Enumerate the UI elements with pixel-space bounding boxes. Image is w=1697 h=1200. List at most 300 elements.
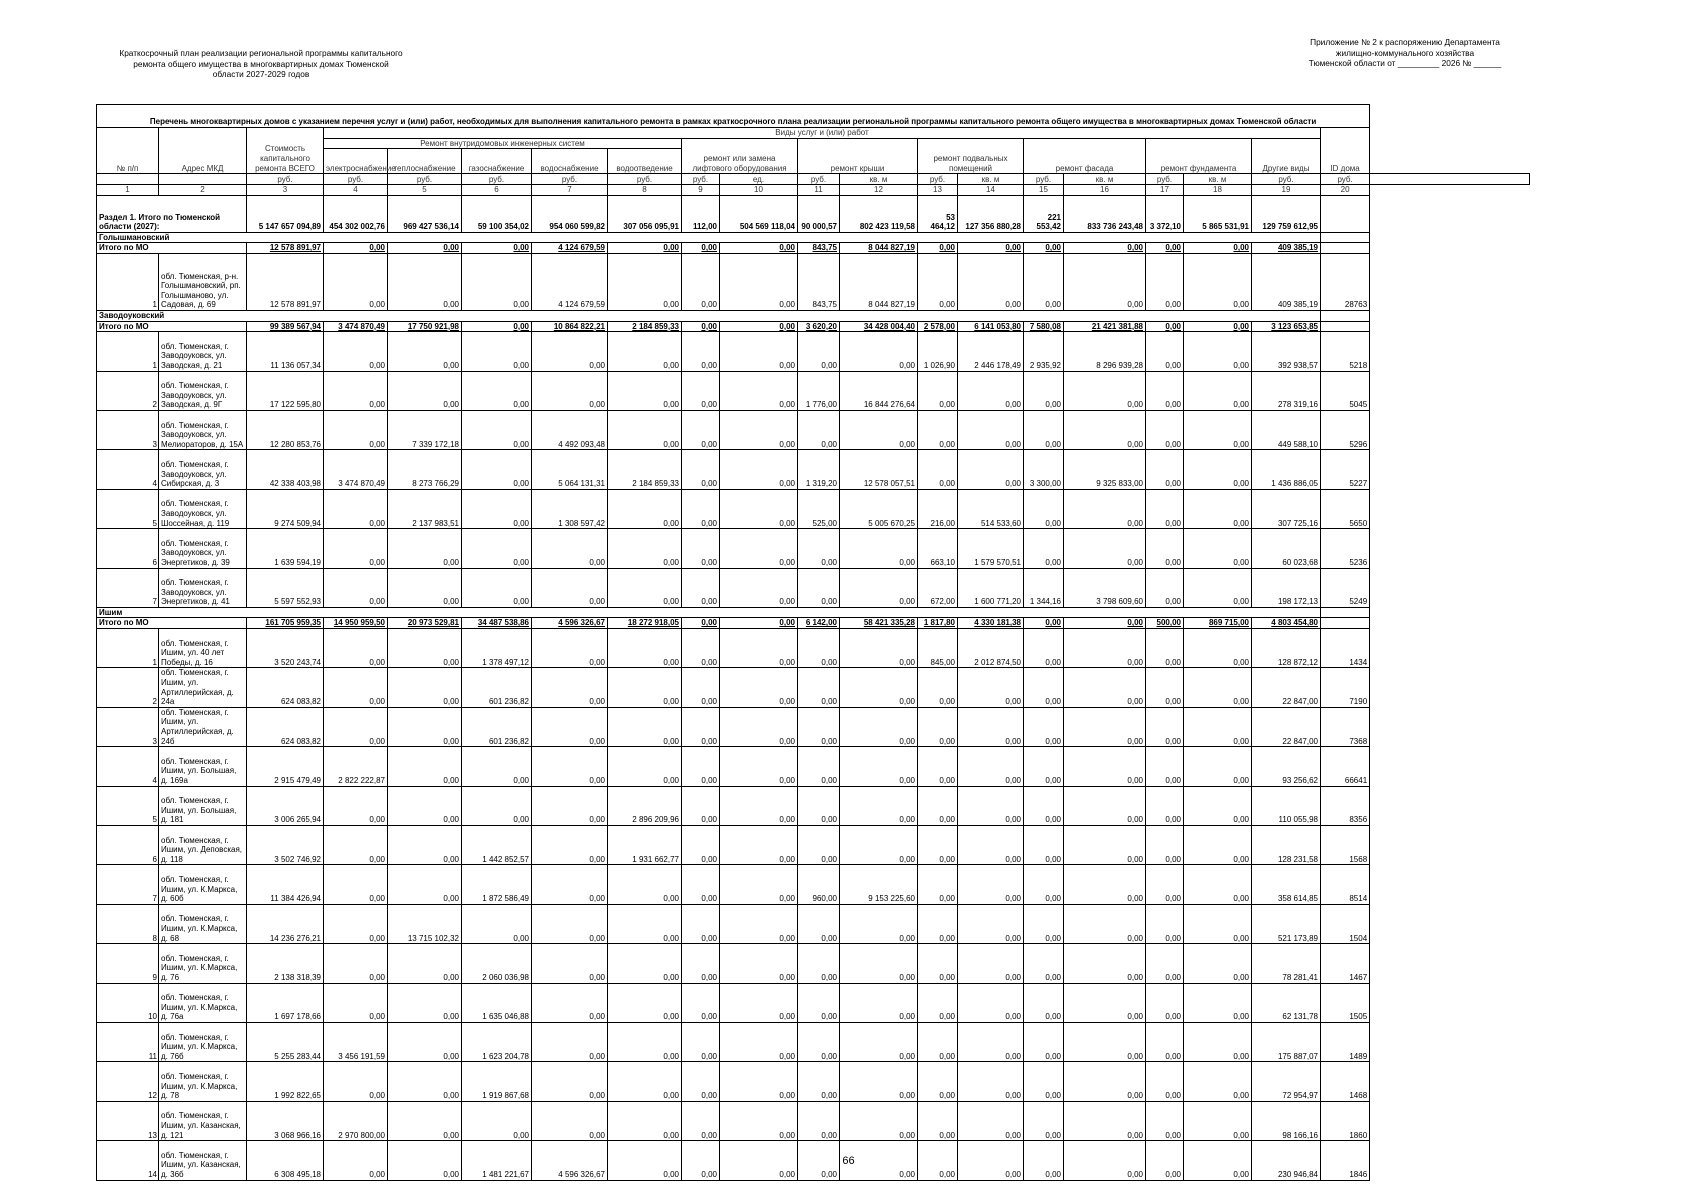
cost-value: 0,00 [1024, 983, 1064, 1022]
cost-value: 0,00 [1184, 707, 1252, 746]
cost-value: 0,00 [1184, 865, 1252, 904]
cost-value: 843,75 [798, 253, 840, 310]
house-id: 1860 [1321, 1101, 1370, 1140]
appendix-header [1290, 37, 1520, 69]
cost-value: 0,00 [720, 332, 798, 371]
municipality-row [97, 310, 1530, 321]
row-number: 3 [97, 707, 159, 746]
cost-value: 0,00 [388, 983, 462, 1022]
cost-value: 0,00 [462, 786, 532, 825]
unit-cell: кв. м [1064, 174, 1146, 185]
municipality-total-value: 0,00 [1064, 618, 1146, 629]
cost-value: 12 578 891,97 [247, 253, 324, 310]
cost-value: 0,00 [682, 253, 720, 310]
municipality-name: Заводоуковский [97, 310, 1321, 321]
cost-value: 0,00 [798, 707, 840, 746]
cost-value: 0,00 [840, 1141, 918, 1180]
cost-value: 0,00 [462, 1101, 532, 1140]
municipality-total-value: 0,00 [1146, 321, 1184, 332]
unit-cell [159, 174, 247, 185]
cost-value: 0,00 [682, 529, 720, 568]
cost-value: 13 715 102,32 [388, 904, 462, 943]
house-address: обл. Тюменская, г. Ишим, ул. К.Маркса, д. 68 [159, 904, 247, 943]
cost-value: 0,00 [682, 1062, 720, 1101]
house-address: обл. Тюменская, г. Заводоуковск, ул. Сибирская, д. 3 [159, 450, 247, 489]
section-total-value: 221 553,42 [1024, 195, 1064, 232]
house-address: обл. Тюменская, р-н. Голышмановский, рп. Голышманово, ул. Садовая, д. 69 [159, 253, 247, 310]
cost-value: 0,00 [720, 1101, 798, 1140]
unit-cell: кв. м [840, 174, 918, 185]
cost-value: 0,00 [324, 1062, 388, 1101]
cost-value: 392 938,57 [1252, 332, 1321, 371]
section-total-value: 454 302 002,76 [324, 195, 388, 232]
cost-value: 0,00 [1184, 629, 1252, 668]
section-total-value: 5 147 657 094,89 [247, 195, 324, 232]
cost-value: 0,00 [1146, 371, 1184, 410]
cost-value: 0,00 [388, 1141, 462, 1180]
cost-value: 0,00 [958, 747, 1024, 786]
cost-value: 0,00 [1024, 786, 1064, 825]
cost-value: 0,00 [798, 629, 840, 668]
municipality-total-value: 0,00 [462, 321, 532, 332]
cost-value: 0,00 [532, 1101, 608, 1140]
cost-value: 0,00 [798, 1101, 840, 1140]
cost-value: 0,00 [1146, 707, 1184, 746]
cost-value: 0,00 [324, 629, 388, 668]
municipality-total-value: 6 141 053,80 [958, 321, 1024, 332]
col-gas-header: газоснабжение [462, 149, 532, 174]
cost-value: 0,00 [798, 1062, 840, 1101]
municipality-empty [1321, 232, 1370, 243]
cost-value: 0,00 [324, 707, 388, 746]
cost-value: 0,00 [958, 865, 1024, 904]
unit-cell: руб. [608, 174, 682, 185]
row-number: 2 [97, 371, 159, 410]
cost-value: 0,00 [1184, 332, 1252, 371]
cost-value: 0,00 [720, 568, 798, 607]
cost-value: 0,00 [608, 1141, 682, 1180]
cost-value: 0,00 [1146, 904, 1184, 943]
cost-value: 9 274 509,94 [247, 489, 324, 528]
unit-cell: руб. [247, 174, 324, 185]
cost-value: 0,00 [918, 1141, 958, 1180]
municipality-total-value: 0,00 [1184, 243, 1252, 254]
table-row [97, 253, 1530, 310]
cost-value: 0,00 [608, 668, 682, 707]
municipality-total-value: 0,00 [462, 243, 532, 254]
column-number: 1 [97, 185, 159, 196]
header-row-1 [97, 128, 1530, 139]
cost-value: 0,00 [388, 1062, 462, 1101]
col-lift-header: ремонт или замена лифтового оборудования [682, 138, 798, 174]
cost-value: 0,00 [840, 707, 918, 746]
cost-value: 0,00 [918, 668, 958, 707]
cost-value: 2 184 859,33 [608, 450, 682, 489]
cost-value: 8 273 766,29 [388, 450, 462, 489]
cost-value: 0,00 [840, 983, 918, 1022]
cost-value: 0,00 [798, 332, 840, 371]
cost-value: 0,00 [532, 1062, 608, 1101]
unit-cell: руб. [1321, 174, 1370, 185]
header-right-line: жилищно-коммунального хозяйства [1335, 47, 1475, 58]
cost-value: 0,00 [1146, 865, 1184, 904]
cost-value: 0,00 [1064, 1101, 1146, 1140]
section-label: Раздел 1. Итого по Тюменской области (2027): [97, 195, 247, 232]
section-total-value: 3 372,10 [1146, 195, 1184, 232]
cost-value: 624 083,82 [247, 668, 324, 707]
cost-value: 0,00 [720, 629, 798, 668]
table-row [97, 450, 1530, 489]
column-number: 17 [1146, 185, 1184, 196]
table-row [97, 904, 1530, 943]
house-address: обл. Тюменская, г. Заводоуковск, ул. Заводская, д. 21 [159, 332, 247, 371]
row-number: 12 [97, 1062, 159, 1101]
col-facade-header: ремонт фасада [1024, 138, 1146, 174]
cost-value: 0,00 [1024, 489, 1064, 528]
cost-value: 0,00 [608, 1062, 682, 1101]
cost-value: 0,00 [798, 904, 840, 943]
cost-value: 0,00 [918, 1101, 958, 1140]
municipality-total-id [1321, 321, 1370, 332]
cost-value: 0,00 [918, 826, 958, 865]
house-id: 5650 [1321, 489, 1370, 528]
cost-value: 0,00 [840, 1101, 918, 1140]
cost-value: 0,00 [462, 253, 532, 310]
section-total-value: 90 000,57 [798, 195, 840, 232]
cost-value: 3 474 870,49 [324, 450, 388, 489]
unit-cell: руб. [324, 174, 388, 185]
cost-value: 0,00 [608, 865, 682, 904]
municipality-total-value: 0,00 [1146, 243, 1184, 254]
column-number: 12 [840, 185, 918, 196]
municipality-total-value: 18 272 918,05 [608, 618, 682, 629]
cost-value: 42 338 403,98 [247, 450, 324, 489]
col-roof-header: ремонт крыши [798, 138, 918, 174]
col-electric-header: электроснабжение [324, 149, 388, 174]
cost-value: 0,00 [840, 786, 918, 825]
unit-cell: руб. [532, 174, 608, 185]
cost-value: 0,00 [388, 332, 462, 371]
municipality-total-value: 0,00 [324, 243, 388, 254]
municipality-total-value: 869 715,00 [1184, 618, 1252, 629]
cost-value: 0,00 [1184, 371, 1252, 410]
municipality-total-value: 6 142,00 [798, 618, 840, 629]
cost-value: 0,00 [720, 529, 798, 568]
cost-value: 72 954,97 [1252, 1062, 1321, 1101]
table-row [97, 786, 1530, 825]
cost-value: 0,00 [958, 1022, 1024, 1061]
cost-value: 0,00 [388, 826, 462, 865]
cost-value: 0,00 [462, 747, 532, 786]
col-basement-header: ремонт подвальных помещений [918, 138, 1024, 174]
municipality-total-value: 14 950 959,50 [324, 618, 388, 629]
cost-value: 0,00 [720, 865, 798, 904]
cost-value: 0,00 [608, 707, 682, 746]
row-number: 6 [97, 826, 159, 865]
cost-value: 0,00 [682, 983, 720, 1022]
cost-value: 0,00 [958, 786, 1024, 825]
cost-value: 0,00 [324, 529, 388, 568]
cost-value: 0,00 [1064, 826, 1146, 865]
row-number: 1 [97, 629, 159, 668]
municipality-total-value: 21 421 381,88 [1064, 321, 1146, 332]
table-row [97, 568, 1530, 607]
municipality-total-value: 2 184 859,33 [608, 321, 682, 332]
cost-value: 6 308 495,18 [247, 1141, 324, 1180]
cost-value: 0,00 [1024, 904, 1064, 943]
house-address: обл. Тюменская, г. Ишим, ул. К.Маркса, д. 76а [159, 983, 247, 1022]
cost-value: 0,00 [840, 332, 918, 371]
cost-value: 0,00 [682, 568, 720, 607]
cost-value: 0,00 [798, 747, 840, 786]
cost-value: 0,00 [462, 371, 532, 410]
house-id: 1489 [1321, 1022, 1370, 1061]
cost-value: 60 023,68 [1252, 529, 1321, 568]
table-row [97, 332, 1530, 371]
cost-value: 0,00 [1064, 253, 1146, 310]
cost-value: 0,00 [798, 826, 840, 865]
cost-value: 672,00 [918, 568, 958, 607]
municipality-total-value: 0,00 [1024, 243, 1064, 254]
col-num-header: № п/п [97, 128, 159, 174]
unit-cell: руб. [1146, 174, 1184, 185]
section-total-value: 112,00 [682, 195, 720, 232]
cost-value: 0,00 [608, 529, 682, 568]
cost-value: 0,00 [1184, 529, 1252, 568]
cost-value: 601 236,82 [462, 668, 532, 707]
row-number: 5 [97, 786, 159, 825]
cost-value: 0,00 [388, 747, 462, 786]
cost-value: 0,00 [608, 1022, 682, 1061]
cost-value: 0,00 [608, 371, 682, 410]
cost-value: 0,00 [720, 450, 798, 489]
municipality-total-value: 0,00 [1064, 243, 1146, 254]
cost-value: 7 339 172,18 [388, 410, 462, 449]
cost-value: 0,00 [1064, 707, 1146, 746]
cost-value: 0,00 [1024, 1141, 1064, 1180]
cost-value: 0,00 [324, 786, 388, 825]
col-address-header: Адрес МКД [159, 128, 247, 174]
cost-value: 198 172,13 [1252, 568, 1321, 607]
municipality-total-value: 0,00 [918, 243, 958, 254]
cost-value: 1 776,00 [798, 371, 840, 410]
section-total-value: 59 100 354,02 [462, 195, 532, 232]
cost-value: 0,00 [388, 529, 462, 568]
row-number: 4 [97, 747, 159, 786]
municipality-name: Ишим [97, 607, 1321, 618]
cost-value: 0,00 [608, 944, 682, 983]
cost-value: 110 055,98 [1252, 786, 1321, 825]
header-right-line: Тюменской области от _________ 2026 № ______ [1308, 58, 1502, 69]
column-number: 10 [720, 185, 798, 196]
cost-value: 0,00 [608, 332, 682, 371]
cost-value: 0,00 [324, 489, 388, 528]
cost-value: 0,00 [1146, 668, 1184, 707]
cost-value: 0,00 [1024, 371, 1064, 410]
municipality-total-value: 0,00 [608, 243, 682, 254]
table-row [97, 529, 1530, 568]
row-number: 2 [97, 668, 159, 707]
unit-cell [97, 174, 159, 185]
cost-value: 0,00 [1146, 944, 1184, 983]
cost-value: 3 068 966,16 [247, 1101, 324, 1140]
cost-value: 230 946,84 [1252, 1141, 1321, 1180]
cost-value: 0,00 [388, 865, 462, 904]
cost-value: 0,00 [532, 865, 608, 904]
col-id-header: ID дома [1321, 128, 1370, 174]
municipality-total-value: 7 580,08 [1024, 321, 1064, 332]
municipality-total-value: 99 389 567,94 [247, 321, 324, 332]
cost-value: 0,00 [682, 489, 720, 528]
cost-value: 0,00 [918, 983, 958, 1022]
cost-value: 1 481 221,67 [462, 1141, 532, 1180]
cost-value: 0,00 [1146, 410, 1184, 449]
col-total-header: Стоимость капитального ремонта ВСЕГО [247, 128, 324, 174]
cost-value: 0,00 [1064, 529, 1146, 568]
house-id: 1846 [1321, 1141, 1370, 1180]
cost-value: 0,00 [958, 1141, 1024, 1180]
municipality-total-id [1321, 243, 1370, 254]
cost-value: 0,00 [1146, 1022, 1184, 1061]
cost-value: 0,00 [1184, 568, 1252, 607]
cost-value: 0,00 [720, 1022, 798, 1061]
house-id: 1467 [1321, 944, 1370, 983]
column-numbers-row [97, 185, 1530, 196]
cost-value: 0,00 [324, 568, 388, 607]
header-left-line: области 2027-2029 годов [212, 69, 310, 80]
cost-value: 0,00 [1024, 529, 1064, 568]
repair-plan-table [96, 104, 1530, 1181]
cost-value: 0,00 [532, 826, 608, 865]
cost-value: 0,00 [608, 747, 682, 786]
cost-value: 0,00 [1146, 568, 1184, 607]
row-number: 11 [97, 1022, 159, 1061]
column-number: 18 [1184, 185, 1252, 196]
cost-value: 0,00 [918, 1022, 958, 1061]
unit-cell: кв. м [1184, 174, 1252, 185]
cost-value: 0,00 [1146, 1101, 1184, 1140]
cost-value: 0,00 [682, 786, 720, 825]
cost-value: 3 798 609,60 [1064, 568, 1146, 607]
municipality-empty [1321, 607, 1370, 618]
cost-value: 0,00 [1184, 489, 1252, 528]
table-row [97, 865, 1530, 904]
cost-value: 0,00 [958, 450, 1024, 489]
cost-value: 0,00 [1146, 1141, 1184, 1180]
cost-value: 0,00 [462, 489, 532, 528]
municipality-total-value: 34 428 004,40 [840, 321, 918, 332]
cost-value: 0,00 [682, 826, 720, 865]
cost-value: 128 231,58 [1252, 826, 1321, 865]
cost-value: 4 124 679,59 [532, 253, 608, 310]
cost-value: 1 378 497,12 [462, 629, 532, 668]
cost-value: 0,00 [958, 904, 1024, 943]
house-id: 1434 [1321, 629, 1370, 668]
cost-value: 0,00 [682, 371, 720, 410]
cost-value: 307 725,16 [1252, 489, 1321, 528]
cost-value: 0,00 [324, 865, 388, 904]
house-address: обл. Тюменская, г. Заводоуковск, ул. Мелиораторов, д. 15А [159, 410, 247, 449]
cost-value: 278 319,16 [1252, 371, 1321, 410]
cost-value: 0,00 [1184, 983, 1252, 1022]
house-id: 5227 [1321, 450, 1370, 489]
section-total-value: 833 736 243,48 [1064, 195, 1146, 232]
cost-value: 0,00 [840, 1062, 918, 1101]
column-number: 7 [532, 185, 608, 196]
cost-value: 0,00 [918, 371, 958, 410]
cost-value: 0,00 [918, 410, 958, 449]
house-id: 5249 [1321, 568, 1370, 607]
cost-value: 1 442 852,57 [462, 826, 532, 865]
cost-value: 0,00 [532, 529, 608, 568]
house-id: 1568 [1321, 826, 1370, 865]
cost-value: 1 635 046,88 [462, 983, 532, 1022]
cost-value: 0,00 [1184, 786, 1252, 825]
row-number: 6 [97, 529, 159, 568]
cost-value: 0,00 [720, 707, 798, 746]
cost-value: 0,00 [1184, 450, 1252, 489]
cost-value: 0,00 [1064, 489, 1146, 528]
cost-value: 0,00 [918, 253, 958, 310]
house-id: 1468 [1321, 1062, 1370, 1101]
cost-value: 0,00 [958, 410, 1024, 449]
municipality-total-label: Итого по МО [97, 618, 247, 629]
cost-value: 0,00 [840, 1022, 918, 1061]
cost-value: 0,00 [1024, 865, 1064, 904]
municipality-total-value: 0,00 [720, 618, 798, 629]
municipality-name: Голышмановский [97, 232, 1321, 243]
cost-value: 0,00 [682, 629, 720, 668]
cost-value: 409 385,19 [1252, 253, 1321, 310]
cost-value: 0,00 [840, 568, 918, 607]
cost-value: 0,00 [388, 944, 462, 983]
cost-value: 1 436 886,05 [1252, 450, 1321, 489]
row-number: 10 [97, 983, 159, 1022]
cost-value: 0,00 [388, 371, 462, 410]
row-number: 1 [97, 332, 159, 371]
section-total-value: 954 060 599,82 [532, 195, 608, 232]
cost-value: 0,00 [958, 1062, 1024, 1101]
table-row [97, 371, 1530, 410]
cost-value: 1 344,16 [1024, 568, 1064, 607]
column-number: 5 [388, 185, 462, 196]
cost-value: 0,00 [918, 747, 958, 786]
cost-value: 0,00 [608, 629, 682, 668]
house-id: 1504 [1321, 904, 1370, 943]
document-header-left [96, 48, 426, 80]
row-number: 9 [97, 944, 159, 983]
cost-value: 0,00 [918, 707, 958, 746]
municipality-total-value: 0,00 [958, 243, 1024, 254]
house-id: 1505 [1321, 983, 1370, 1022]
cost-value: 0,00 [918, 904, 958, 943]
cost-value: 0,00 [1064, 983, 1146, 1022]
house-id: 5236 [1321, 529, 1370, 568]
cost-value: 2 915 479,49 [247, 747, 324, 786]
cost-value: 1 931 662,77 [608, 826, 682, 865]
cost-value: 0,00 [1184, 1062, 1252, 1101]
cost-value: 0,00 [1184, 747, 1252, 786]
cost-value: 0,00 [682, 450, 720, 489]
cost-value: 0,00 [840, 747, 918, 786]
cost-value: 0,00 [1024, 1101, 1064, 1140]
page-number: 66 [842, 1155, 855, 1167]
cost-value: 0,00 [840, 410, 918, 449]
column-number: 11 [798, 185, 840, 196]
municipality-total-id [1321, 618, 1370, 629]
cost-value: 0,00 [1146, 983, 1184, 1022]
cost-value: 0,00 [462, 450, 532, 489]
